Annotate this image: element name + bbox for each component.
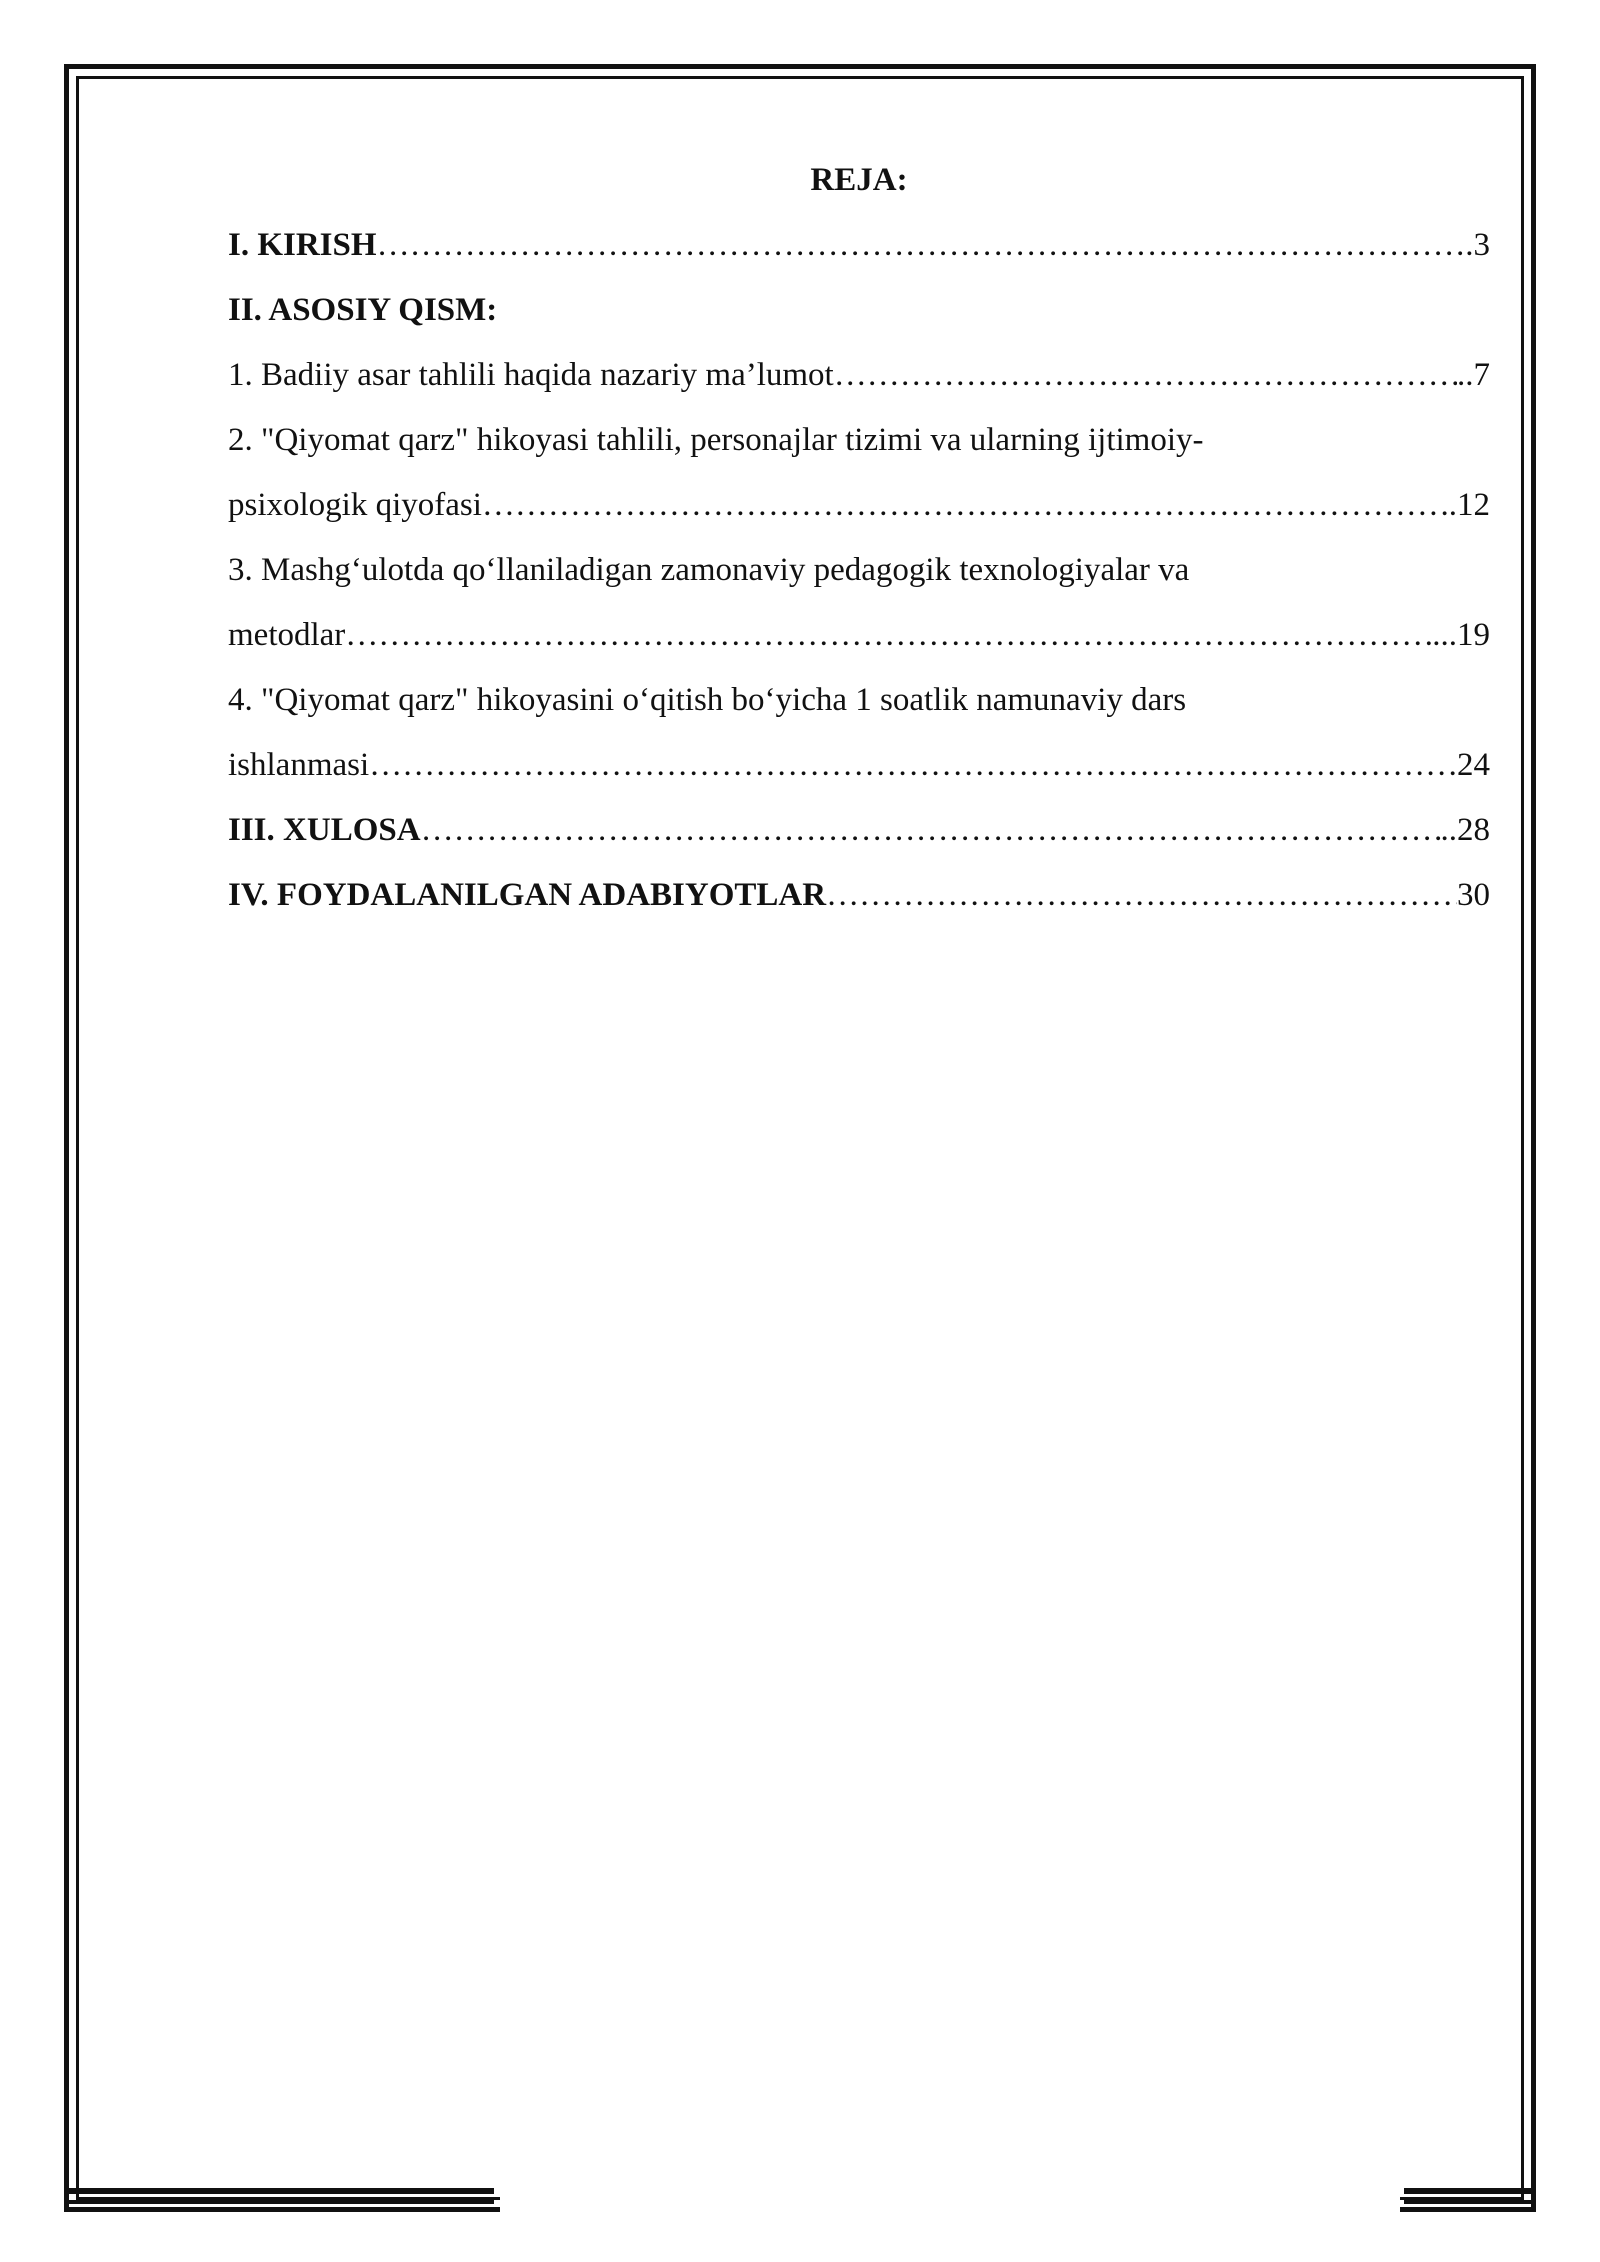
border-bottom-right-bar <box>1404 2188 1536 2194</box>
toc-entry-label: 1. Badiiy asar tahlili haqida nazariy ma’lumot <box>228 357 834 393</box>
dot-leader <box>826 863 1457 928</box>
toc-page-number: ..12 <box>1440 487 1490 523</box>
table-of-contents <box>228 148 1490 928</box>
dot-leader <box>482 473 1441 538</box>
toc-entry-label: ishlanmasi <box>228 747 370 783</box>
toc-entry-intro <box>228 213 1490 278</box>
dot-leader <box>377 213 1466 278</box>
toc-section-heading: II. ASOSIY QISM: <box>228 292 498 328</box>
toc-page-number: .3 <box>1465 227 1490 263</box>
border-bottom-left-bar <box>64 2188 494 2194</box>
toc-entry-label: III. XULOSA <box>228 812 421 848</box>
toc-entry-label: psixologik qiyofasi <box>228 487 482 523</box>
toc-entry-item2-line1: 2. "Qiyomat qarz" hikoyasi tahlili, personajlar tizimi va ularning ijtimoiy- <box>228 422 1204 458</box>
dot-leader <box>345 603 1432 668</box>
page-title: REJA: <box>810 162 908 198</box>
dot-leader <box>421 798 1441 863</box>
toc-entry-references <box>228 863 1490 928</box>
border-bottom-right-bar-thin <box>1404 2200 1536 2204</box>
dot-leader <box>369 733 1457 798</box>
toc-entry-label: I. KIRISH <box>228 227 377 263</box>
toc-entry-item3 <box>228 603 1490 668</box>
toc-entry-conclusion <box>228 798 1490 863</box>
toc-entry-item1 <box>228 343 1490 408</box>
border-bottom-left-bar-thin <box>64 2200 494 2204</box>
dot-leader <box>834 343 1457 408</box>
toc-entry-label: metodlar <box>228 617 346 653</box>
toc-entry-item3-line1: 3. Mashg‘ulotda qo‘llaniladigan zamonaviy pedagogik texnologiyalar va <box>228 552 1190 588</box>
toc-page-number: ..28 <box>1440 812 1490 848</box>
toc-page-number: 24 <box>1457 747 1490 783</box>
toc-page-number: ...19 <box>1432 617 1490 653</box>
toc-entry-item4-line1: 4. "Qiyomat qarz" hikoyasini o‘qitish bo‘yicha 1 soatlik namunaviy dars <box>228 682 1187 718</box>
toc-page-number: ..7 <box>1457 357 1490 393</box>
toc-entry-label: IV. FOYDALANILGAN ADABIYOTLAR <box>228 877 827 913</box>
toc-entry-item4 <box>228 733 1490 798</box>
toc-entry-item2 <box>228 473 1490 538</box>
toc-page-number: 30 <box>1457 877 1490 913</box>
border-bottom-gap <box>500 2188 1400 2212</box>
